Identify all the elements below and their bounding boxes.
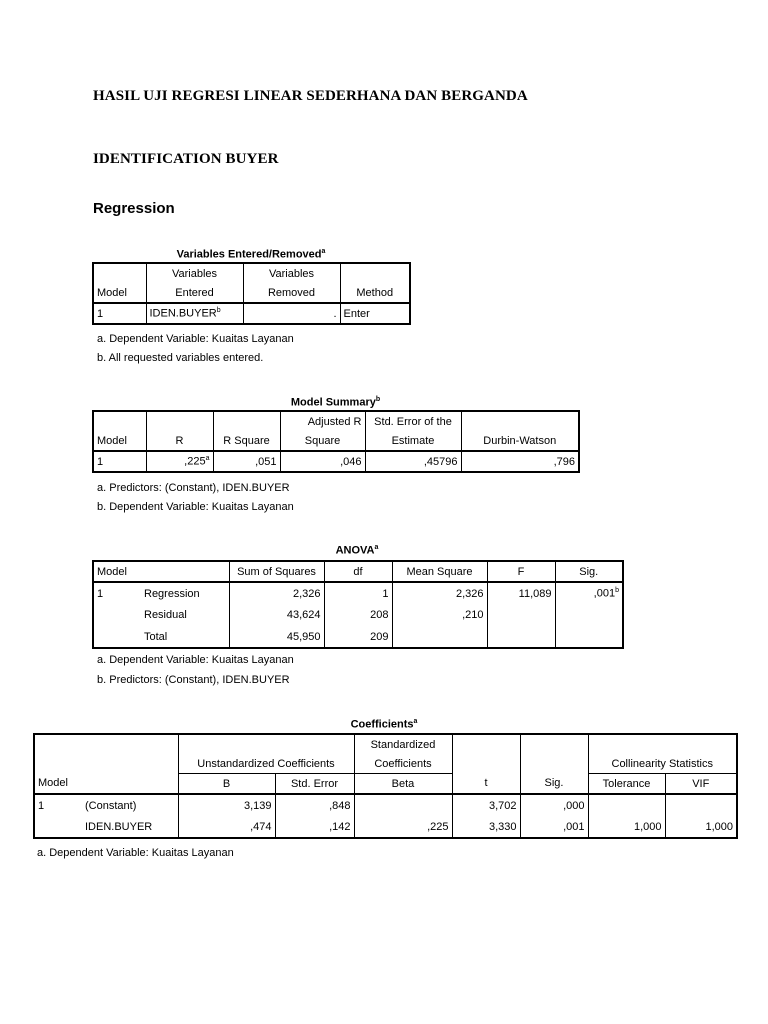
table-header-row: [93, 283, 410, 303]
table-row: Total 45,950 209: [93, 626, 623, 648]
table-row: 1 ,225$^a$ ,051 ,046 ,45796 ,796: [93, 451, 579, 472]
table-header-row: [93, 561, 623, 582]
column-header: Sig.: [520, 774, 588, 795]
anova-table: [92, 560, 624, 649]
column-header: Durbin-Watson: [461, 431, 579, 451]
column-header: VIF: [665, 774, 737, 795]
table-row: Residual 43,624 208 ,210: [93, 604, 623, 626]
table-header-row: [34, 774, 737, 795]
column-header: Collinearity Statistics: [588, 754, 737, 774]
footnote: b. All requested variables entered.: [97, 352, 264, 364]
column-header: Estimate: [365, 431, 461, 451]
table-header-row: [34, 754, 737, 774]
column-header: Tolerance: [588, 774, 665, 795]
model-summary-title: Model Summary$^b$: [290, 396, 381, 409]
column-header: Model: [93, 431, 146, 451]
column-header: Model: [93, 283, 146, 303]
column-header: Entered: [146, 283, 243, 303]
column-header: Standardized: [354, 734, 452, 754]
column-header: Square: [280, 431, 365, 451]
column-header: df: [324, 561, 392, 582]
column-header: Coefficients: [354, 754, 452, 774]
column-header: Std. Error: [275, 774, 354, 795]
column-header: t: [452, 774, 520, 795]
coefficients-title: Coefficients$^a$: [350, 718, 418, 731]
footnote: a. Dependent Variable: Kuaitas Layanan: [97, 333, 294, 345]
variables-entered-title: Variables Entered/Removed$^a$: [176, 248, 326, 261]
column-header: Std. Error of the: [365, 411, 461, 431]
column-header: B: [178, 774, 275, 795]
table-row: IDEN.BUYER ,474 ,142 ,225 3,330 ,001 1,000 1,000: [34, 816, 737, 838]
title-footnote-marker: a: [374, 544, 379, 551]
model-summary-table: [92, 410, 580, 473]
table-row: 1 Regression 2,326 1 2,326 11,089 ,001$^b$: [93, 582, 623, 604]
coefficients-table: [33, 733, 738, 839]
column-header: Sum of Squares: [229, 561, 324, 582]
section-title: IDENTIFICATION BUYER: [93, 151, 279, 167]
column-header: Unstandardized Coefficients: [178, 754, 354, 774]
column-header: Model: [34, 774, 178, 795]
title-footnote-marker: a: [321, 248, 326, 255]
column-header: Sig.: [555, 561, 623, 582]
column-header: R: [146, 431, 213, 451]
table-row: 1 (Constant) 3,139 ,848 3,702 ,000: [34, 794, 737, 816]
variables-entered-table: [92, 262, 411, 325]
title-footnote-marker: b: [375, 396, 381, 403]
anova-title: ANOVA$^a$: [335, 544, 379, 557]
footnote: b. Dependent Variable: Kuaitas Layanan: [97, 501, 294, 513]
column-header: Model: [93, 561, 229, 582]
column-header: Variables: [243, 263, 340, 283]
table-row: 1 IDEN.BUYER$^b$ . Enter: [93, 303, 410, 324]
table-header-row: [34, 734, 737, 754]
table-header-row: [93, 263, 410, 283]
column-header: Mean Square: [392, 561, 487, 582]
column-header: R Square: [213, 431, 280, 451]
regression-heading: Regression: [93, 200, 175, 217]
column-header: F: [487, 561, 555, 582]
footnote: b. Predictors: (Constant), IDEN.BUYER: [97, 674, 290, 686]
footnote: a. Dependent Variable: Kuaitas Layanan: [37, 847, 234, 859]
table-header-row: [93, 411, 579, 431]
document-title: HASIL UJI REGRESI LINEAR SEDERHANA DAN BERGANDA: [93, 88, 528, 104]
column-header: Variables: [146, 263, 243, 283]
footnote: a. Dependent Variable: Kuaitas Layanan: [97, 654, 294, 666]
footnote: a. Predictors: (Constant), IDEN.BUYER: [97, 482, 290, 494]
column-header: Beta: [354, 774, 452, 795]
column-header: Method: [340, 283, 410, 303]
column-header: Adjusted R: [280, 411, 365, 431]
table-header-row: [93, 431, 579, 451]
title-footnote-marker: a: [413, 718, 418, 725]
column-header: Removed: [243, 283, 340, 303]
